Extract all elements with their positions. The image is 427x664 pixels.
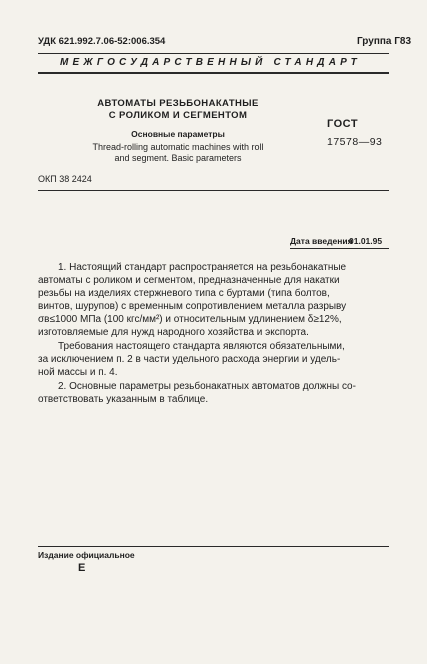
okp-rule: [38, 190, 389, 191]
document-subtitle: Основные параметры: [131, 129, 225, 139]
body-line: винтов, шурупов) с временным сопротивлением металла разрыву: [38, 301, 347, 312]
body-line: 2. Основные параметры резьбонакатных автоматов должны со-: [58, 381, 356, 392]
official-edition-label: Издание официальное: [38, 550, 135, 560]
edition-letter: Е: [78, 562, 86, 574]
body-line: 1. Настоящий стандарт распространяется на резьбонакатные: [58, 262, 347, 273]
footer-rule: [38, 546, 389, 547]
gost-number: 17578—93: [327, 136, 383, 148]
gost-label: ГОСТ: [327, 118, 359, 130]
body-line: изготовляемые для нужд народного хозяйства и экспорта.: [38, 327, 309, 338]
group-code: Группа Г83: [357, 36, 412, 47]
body-line: автоматы с роликом и сегментом, предназначенные для накатки: [38, 275, 340, 286]
body-line: ной массы и п. 4.: [38, 367, 118, 378]
date-rule: [290, 248, 389, 249]
udk-code: УДК 621.992.7.06-52:006.354: [38, 36, 166, 47]
body-line: ответствовать указанным в таблице.: [38, 394, 209, 405]
body-line: Требования настоящего стандарта являются обязательными,: [58, 341, 345, 352]
body-line: σв≤1000 МПа (100 кгс/мм²) и относительным удлинением δ≥12%,: [38, 314, 342, 325]
english-title-line2: and segment. Basic parameters: [114, 153, 242, 163]
body-line: резьбы на изделиях стержневого типа с буртами (типа болтов,: [38, 288, 330, 299]
top-rule: [38, 53, 389, 54]
banner-rule: [38, 72, 389, 74]
document-title-line2: С РОЛИКОМ И СЕГМЕНТОМ: [108, 110, 248, 121]
english-title-line1: Thread-rolling automatic machines with roll: [92, 142, 264, 152]
okp-code: ОКП 38 2424: [38, 174, 92, 184]
standard-banner: МЕЖГОСУДАРСТВЕННЫЙ СТАНДАРТ: [60, 57, 361, 68]
intro-date-label: Дата введения: [290, 236, 353, 246]
body-line: за исключением п. 2 в части удельного расхода энергии и удель-: [38, 354, 341, 365]
intro-date-value: 01.01.95: [349, 236, 383, 246]
document-title-line1: АВТОМАТЫ РЕЗЬБОНАКАТНЫЕ: [97, 98, 259, 109]
